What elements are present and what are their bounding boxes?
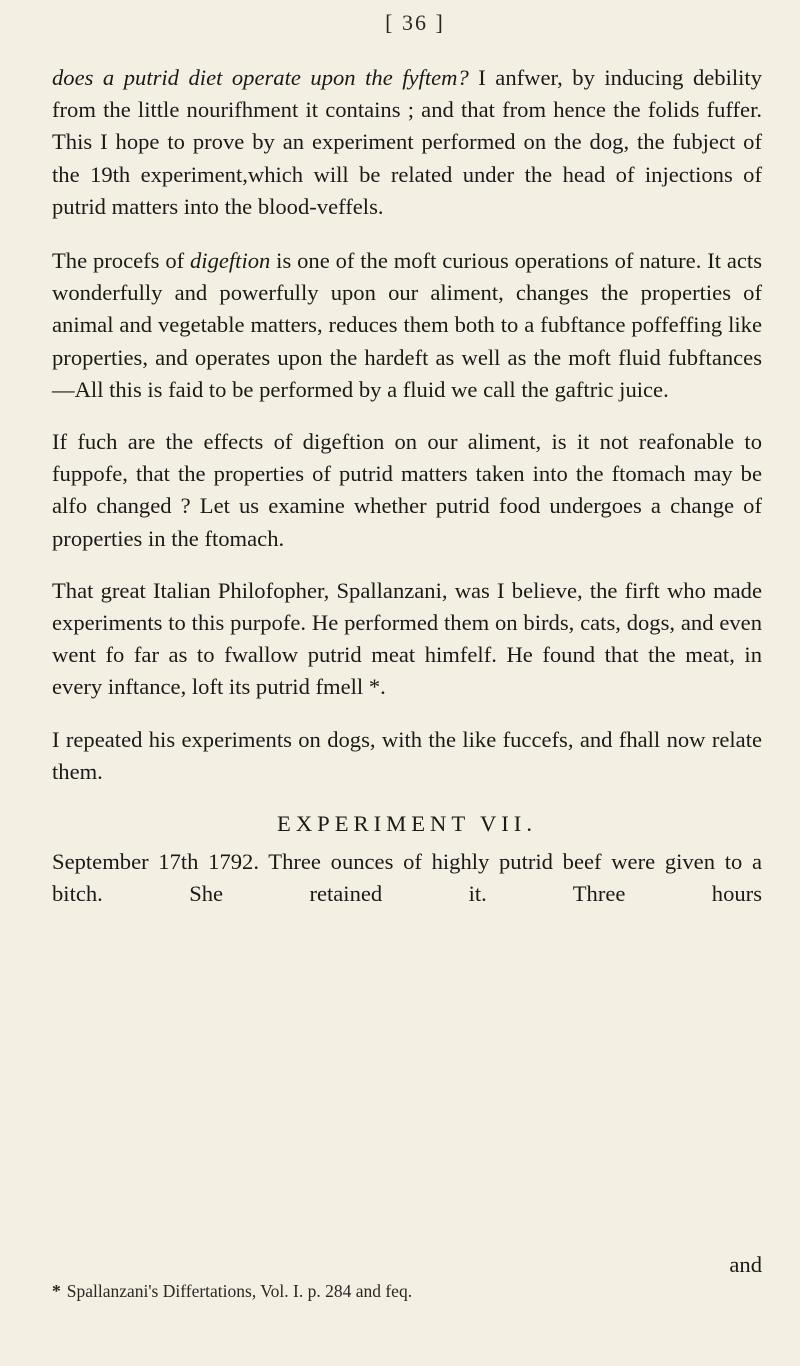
paragraph-4: That great Italian Philofopher, Spallanzani, was I believe, the firft who made experiments to this purpofe. He performed them on birds, cats, dogs, and even went fo far as to fwallow putrid meat himfelf. He found that the meat, in every inftance, loft its putrid fmell *.	[52, 577, 762, 700]
paragraph-2-before: The procefs of	[52, 248, 190, 274]
catchword: and	[729, 1252, 762, 1277]
experiment-paragraph: September 17th 1792. Three ounces of highly putrid beef were given to a bitch. She retained it. Three hours	[52, 849, 762, 907]
paragraph-3: If fuch are the effects of digeftion on our aliment, is it not reafonable to fuppofe, that the properties of putrid matters taken into the ftomach may be alfo changed ? Let us examine whether putrid food undergoes a change of properties in the ftomach.	[52, 429, 762, 551]
paragraph-5: I repeated his experiments on dogs, with the like fuccefs, and fhall now relate them.	[52, 726, 762, 784]
experiment-heading: EXPERIMENT VII.	[277, 811, 537, 837]
paragraph-1-text: I anfwer, by inducing debility from the little nourifhment it contains ; and that from hence the folids fuffer. This I hope to prove by an experiment performed on the dog, the fubject of the 19th experiment,which will be related under the head of injections of putrid matters into the blood-veffels.	[52, 65, 762, 219]
paragraph-2	[52, 245, 762, 406]
paragraph-2-italic: digeftion	[190, 248, 271, 274]
paragraph-1-lead: does a putrid diet operate upon the fyftem?	[52, 65, 469, 90]
body-text	[52, 62, 762, 931]
footnote-text: Spallanzani's Differtations, Vol. I. p. 284 and feq.	[66, 1281, 413, 1301]
paragraph-1	[52, 62, 762, 223]
footnote-marker: *	[52, 1281, 61, 1301]
page-number: [ 36 ]	[385, 10, 445, 35]
paragraph-2-after: is one of the moft curious operations of nature. It acts wonderfully and powerfully upon our aliment, changes the properties of animal and vegetable matters, reduces them both to a fubftance poffeffing like properties, and operates upon the hardeft as well as the moft fluid fubftances —All this is faid to be performed by a fluid we call the gaftric juice.	[52, 248, 762, 402]
footnote	[52, 1280, 762, 1302]
